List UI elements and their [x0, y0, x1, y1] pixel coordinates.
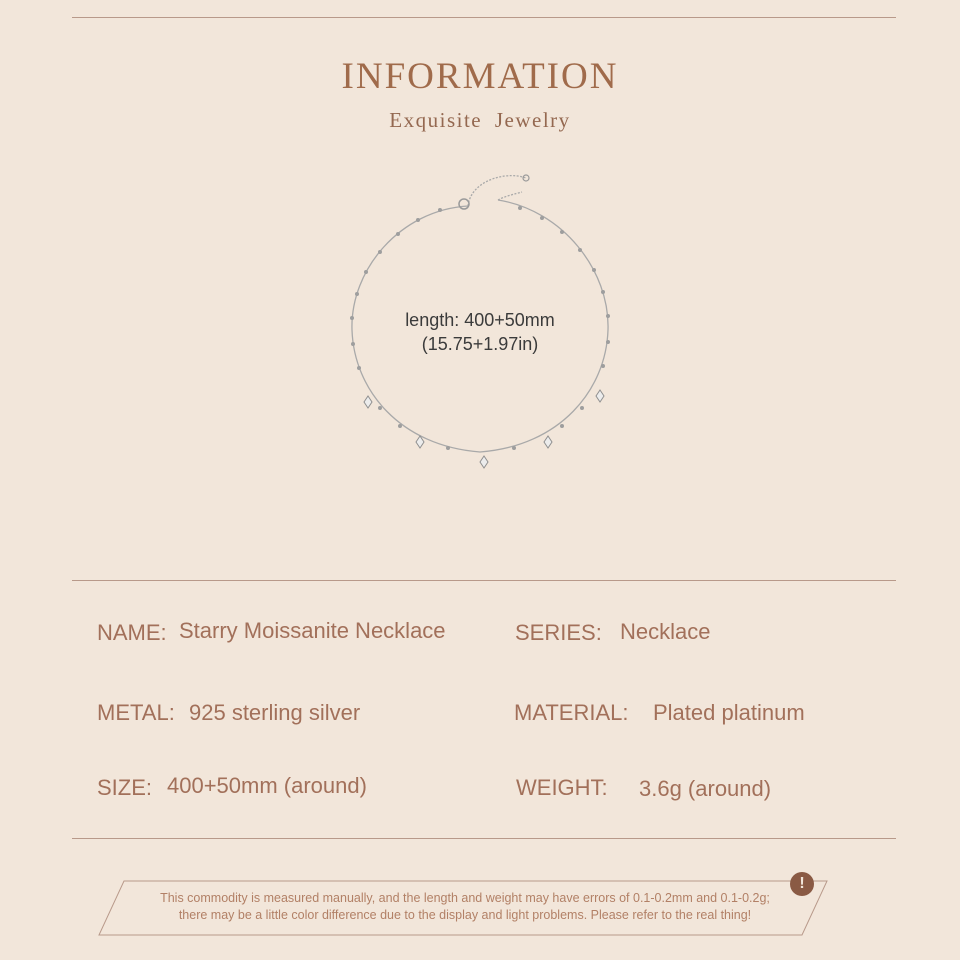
- size-label: SIZE:: [97, 775, 153, 800]
- weight-label: WEIGHT:: [516, 775, 608, 800]
- material-label: MATERIAL:: [514, 700, 629, 725]
- name-value: Starry Moissanite Necklace: [179, 618, 446, 643]
- metal-value: 925 sterling silver: [189, 700, 361, 725]
- weight-value: 3.6g (around): [639, 776, 772, 801]
- size-value: 400+50mm (around): [167, 773, 367, 798]
- page-title: INFORMATION: [341, 56, 619, 97]
- length-label: length: 400+50mm: [405, 310, 555, 330]
- notice-line-1: This commodity is measured manually, and the length and weight may have errors of 0.1-0.2mm and 0.1-0.2g;: [160, 891, 770, 905]
- material-value: Plated platinum: [653, 700, 805, 725]
- middle-divider: [72, 580, 896, 581]
- clasp-icon: [459, 199, 469, 209]
- page-subtitle: Exquisite Jewelry: [389, 108, 571, 132]
- metal-label: METAL:: [97, 700, 175, 725]
- name-label: NAME:: [97, 620, 167, 645]
- notice-line-2: there may be a little color difference due to the display and light problems. Please refer to the real thing!: [178, 908, 752, 922]
- warning-icon: !: [790, 872, 814, 896]
- series-value: Necklace: [620, 619, 711, 644]
- notice-text: [110, 890, 820, 924]
- series-label: SERIES:: [515, 620, 602, 645]
- top-divider: [72, 17, 896, 18]
- bottom-divider: [72, 838, 896, 839]
- length-inches-label: (15.75+1.97in): [421, 334, 539, 354]
